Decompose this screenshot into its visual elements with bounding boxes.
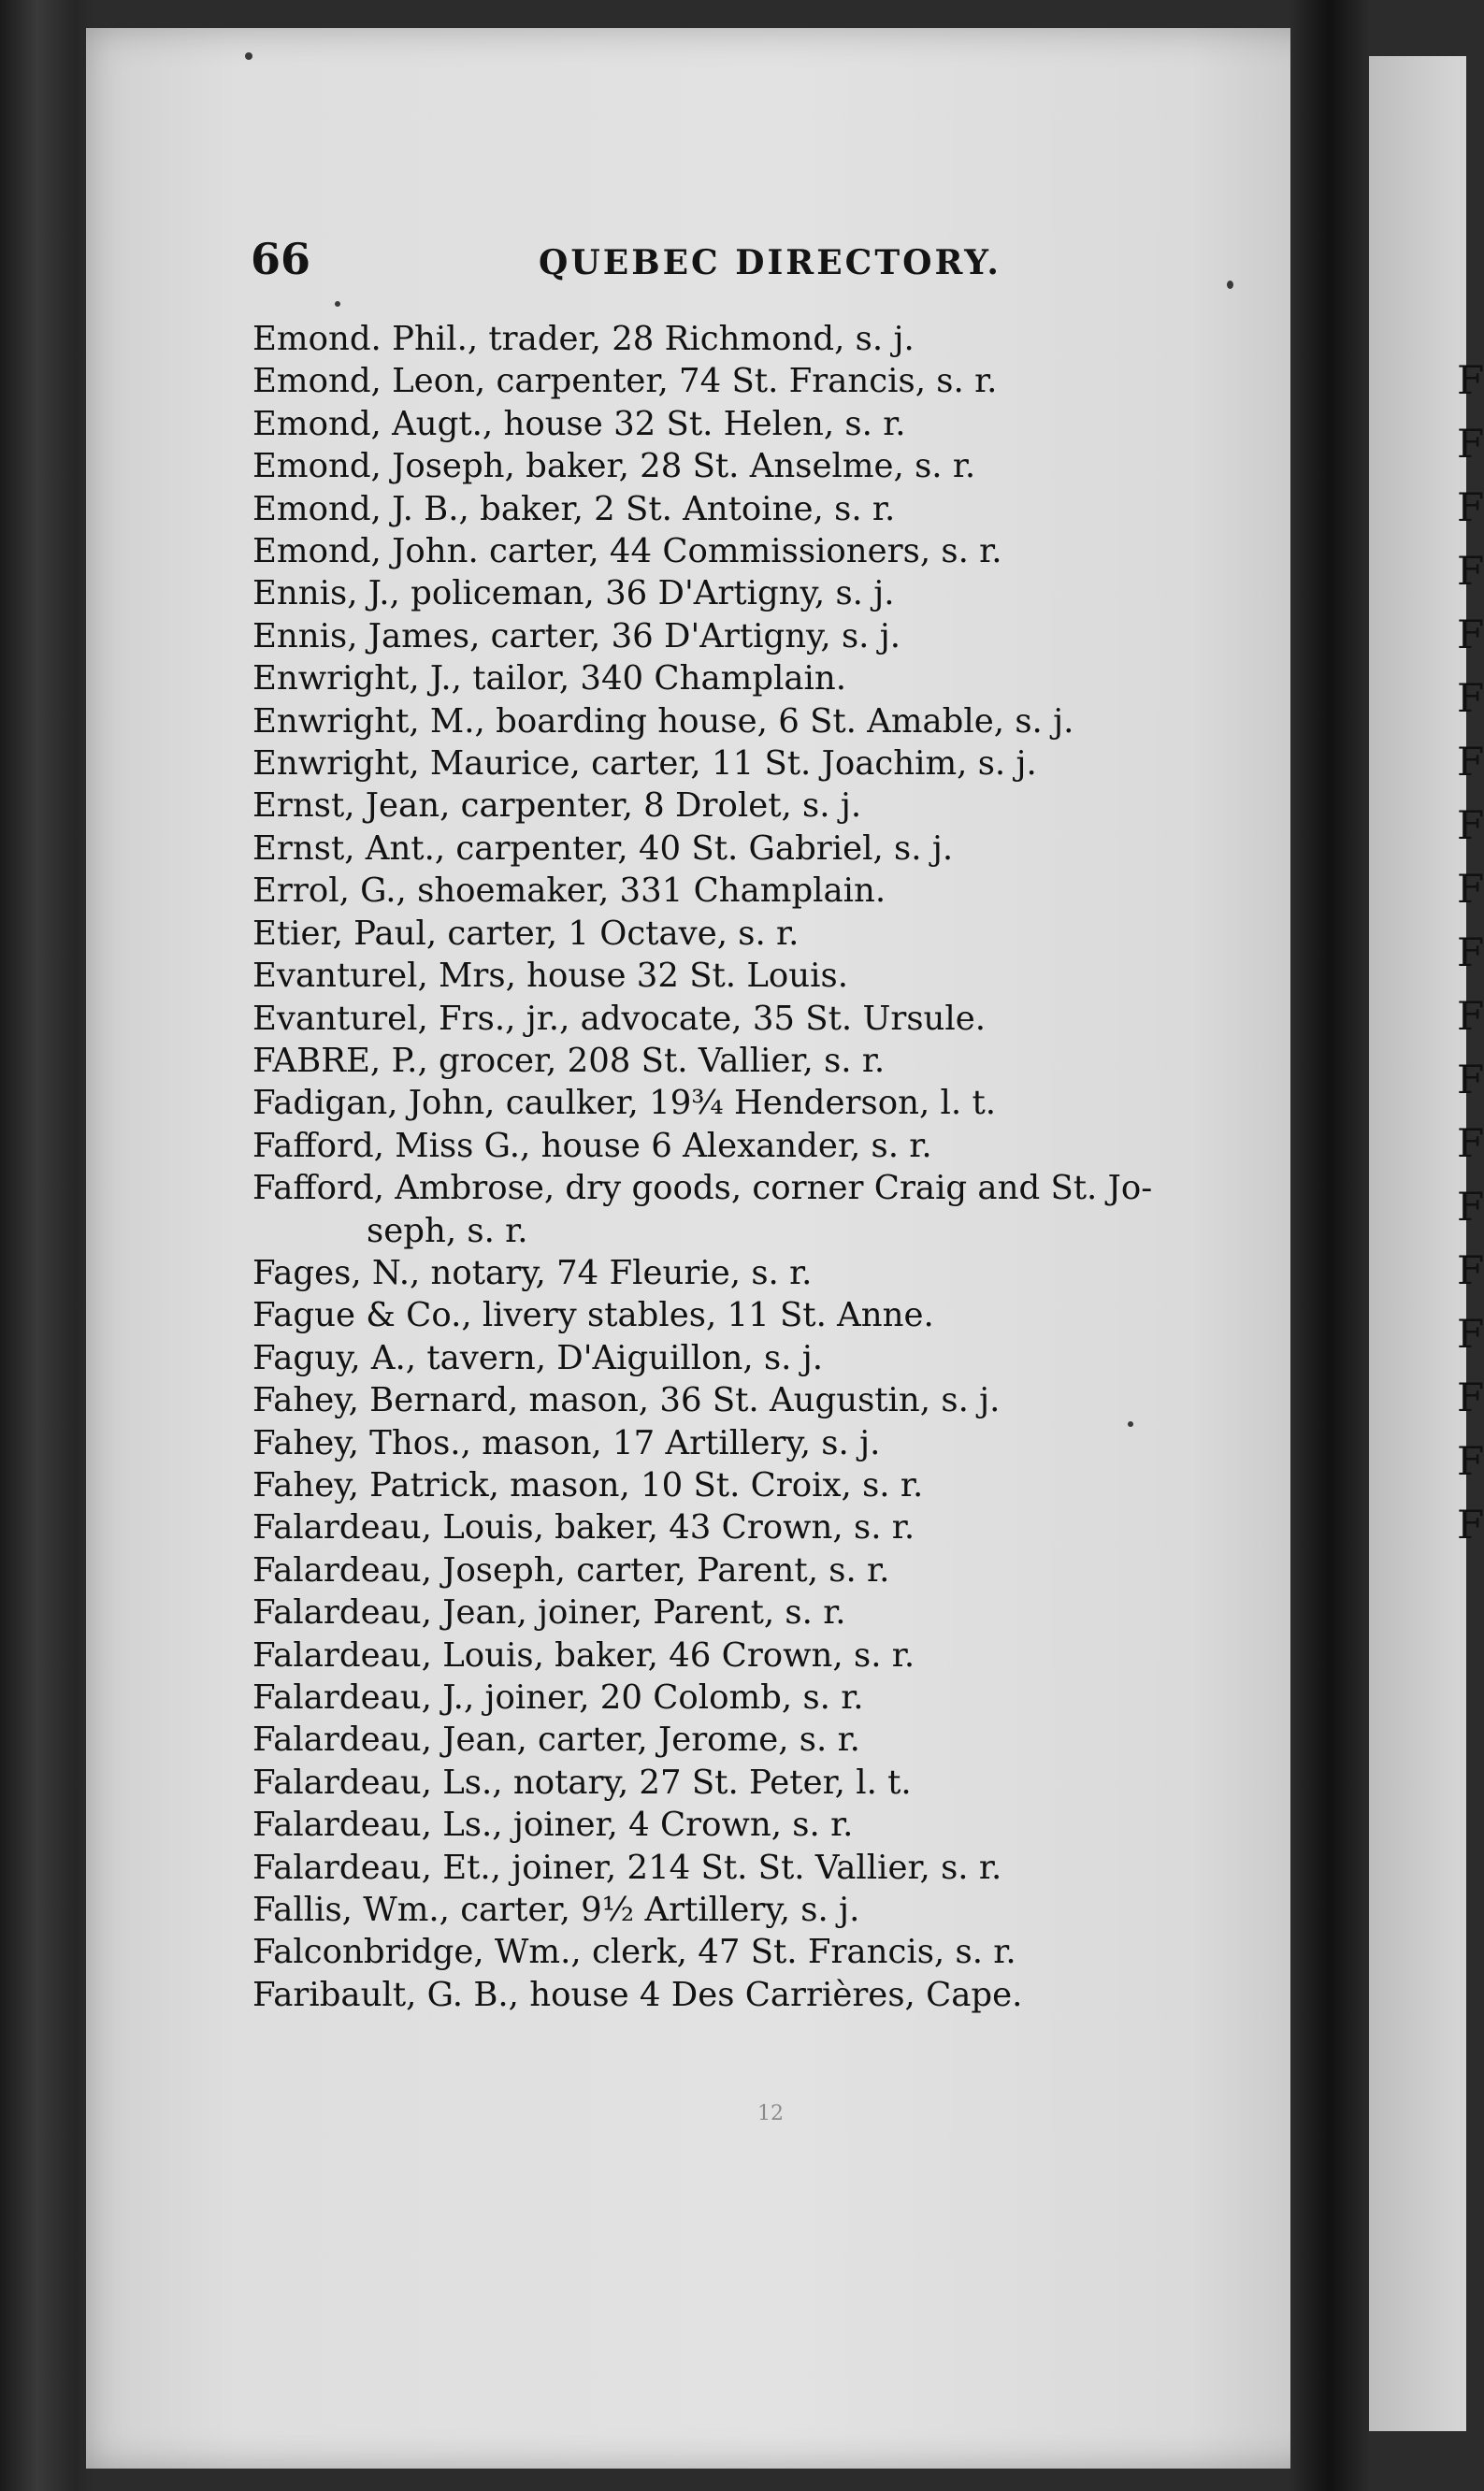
dust-speck — [1128, 1421, 1133, 1427]
directory-entry: Ennis, James, carter, 36 D'Artigny, s. j. — [252, 616, 901, 655]
directory-entry: Fadigan, John, caulker, 19¾ Henderson, l. t. — [252, 1084, 997, 1123]
directory-entry: Enwright, Maurice, carter, 11 St. Joachim, s. j. — [252, 744, 1037, 784]
directory-entry-continuation: seph, s. r. — [367, 1211, 528, 1250]
directory-entry: Etier, Paul, carter, 1 Octave, s. r. — [252, 914, 800, 953]
directory-entry: Enwright, J., tailor, 340 Champlain. — [252, 659, 847, 698]
directory-entry: Enwright, M., boarding house, 6 St. Amable, s. j. — [252, 701, 1074, 741]
directory-entries — [252, 318, 1290, 2016]
dust-speck — [245, 52, 252, 60]
directory-entry: Fague & Co., livery stables, 11 St. Anne. — [252, 1296, 934, 1335]
facing-page-letter: F — [1457, 548, 1484, 594]
directory-entry: Falardeau, Jean, joiner, Parent, s. r. — [252, 1593, 846, 1633]
directory-entry: Fahey, Bernard, mason, 36 St. Augustin, s. j. — [252, 1381, 1001, 1420]
directory-entry: Falardeau, Ls., notary, 27 St. Peter, l. t. — [252, 1763, 912, 1802]
directory-entry: Ernst, Ant., carpenter, 40 St. Gabriel, s. j. — [252, 828, 954, 868]
facing-page-letter: F — [1457, 484, 1484, 530]
directory-entry: Emond, Joseph, baker, 28 St. Anselme, s. r. — [252, 447, 976, 486]
facing-page-letter: F — [1457, 1375, 1484, 1420]
directory-entry: Fafford, Miss G., house 6 Alexander, s. r. — [252, 1126, 932, 1165]
facing-page-letter: F — [1457, 929, 1484, 975]
directory-entry: Ernst, Jean, carpenter, 8 Drolet, s. j. — [252, 786, 862, 826]
directory-entry: Falardeau, Louis, baker, 43 Crown, s. r. — [252, 1508, 915, 1548]
directory-entry: Errol, G., shoemaker, 331 Champlain. — [252, 871, 886, 911]
directory-entry: Ennis, J., policeman, 36 D'Artigny, s. j. — [252, 574, 895, 613]
dust-speck — [335, 301, 340, 307]
folio-mark: 12 — [757, 2102, 784, 2125]
facing-page-letter: F — [1457, 1502, 1484, 1548]
directory-entry: Fahey, Thos., mason, 17 Artillery, s. j. — [252, 1423, 881, 1462]
facing-page-letter: F — [1457, 1184, 1484, 1230]
facing-page-letter: F — [1457, 739, 1484, 785]
directory-entry: Emond, Leon, carpenter, 74 St. Francis, s. r. — [252, 362, 998, 401]
facing-page-letter: F — [1457, 866, 1484, 912]
directory-entry: Falardeau, Louis, baker, 46 Crown, s. r. — [252, 1635, 915, 1675]
directory-entry: Emond. Phil., trader, 28 Richmond, s. j. — [252, 320, 915, 358]
directory-entry: FABRE, P., grocer, 208 St. Vallier, s. r. — [252, 1041, 886, 1080]
directory-entry: Fafford, Ambrose, dry goods, corner Craig and St. Jo- — [252, 1169, 1153, 1208]
facing-page-letter: F — [1457, 675, 1484, 721]
directory-entry: Fages, N., notary, 74 Fleurie, s. r. — [252, 1253, 813, 1292]
page-header — [251, 234, 1073, 290]
facing-page-letter: F — [1457, 1247, 1484, 1293]
facing-page-letter: F — [1457, 1311, 1484, 1357]
dust-speck — [1227, 281, 1233, 289]
facing-page-letter: F — [1457, 1438, 1484, 1484]
facing-page-letter: F — [1457, 1057, 1484, 1102]
page-number: 66 — [251, 234, 311, 284]
directory-entry: Falconbridge, Wm., clerk, 47 St. Francis, s. r. — [252, 1933, 1016, 1972]
directory-entry: Faguy, A., tavern, D'Aiguillon, s. j. — [252, 1338, 824, 1377]
directory-entry: Emond, J. B., baker, 2 St. Antoine, s. r. — [252, 489, 896, 528]
directory-entry: Emond, Augt., house 32 St. Helen, s. r. — [252, 404, 906, 443]
directory-entry: Falardeau, Et., joiner, 214 St. St. Vallier, s. r. — [252, 1848, 1002, 1887]
facing-page-letter: F — [1457, 802, 1484, 848]
book-gutter — [1290, 0, 1369, 2491]
directory-entry: Falardeau, Joseph, carter, Parent, s. r. — [252, 1550, 890, 1590]
running-title: QUEBEC DIRECTORY. — [539, 243, 1001, 282]
directory-entry: Evanturel, Mrs, house 32 St. Louis. — [252, 957, 849, 996]
directory-entry: Faribault, G. B., house 4 Des Carrières, Cape. — [252, 1975, 1023, 2014]
directory-entry: Falardeau, J., joiner, 20 Colomb, s. r. — [252, 1678, 864, 1717]
directory-entry: Fahey, Patrick, mason, 10 St. Croix, s. r. — [252, 1465, 924, 1505]
directory-entry: Falardeau, Ls., joiner, 4 Crown, s. r. — [252, 1806, 854, 1845]
facing-page-letter: F — [1457, 421, 1484, 467]
facing-page-edge — [1369, 56, 1484, 2431]
directory-entry: Emond, John. carter, 44 Commissioners, s. r. — [252, 532, 1002, 571]
facing-page-letter: F — [1457, 357, 1484, 403]
directory-entry: Evanturel, Frs., jr., advocate, 35 St. Ursule. — [252, 999, 987, 1038]
directory-entry: Fallis, Wm., carter, 9½ Artillery, s. j. — [252, 1891, 860, 1930]
facing-page-letter: F — [1457, 612, 1484, 657]
directory-entry: Falardeau, Jean, carter, Jerome, s. r. — [252, 1721, 860, 1760]
facing-page-letter: F — [1457, 993, 1484, 1039]
facing-page-letter: F — [1457, 1120, 1484, 1166]
